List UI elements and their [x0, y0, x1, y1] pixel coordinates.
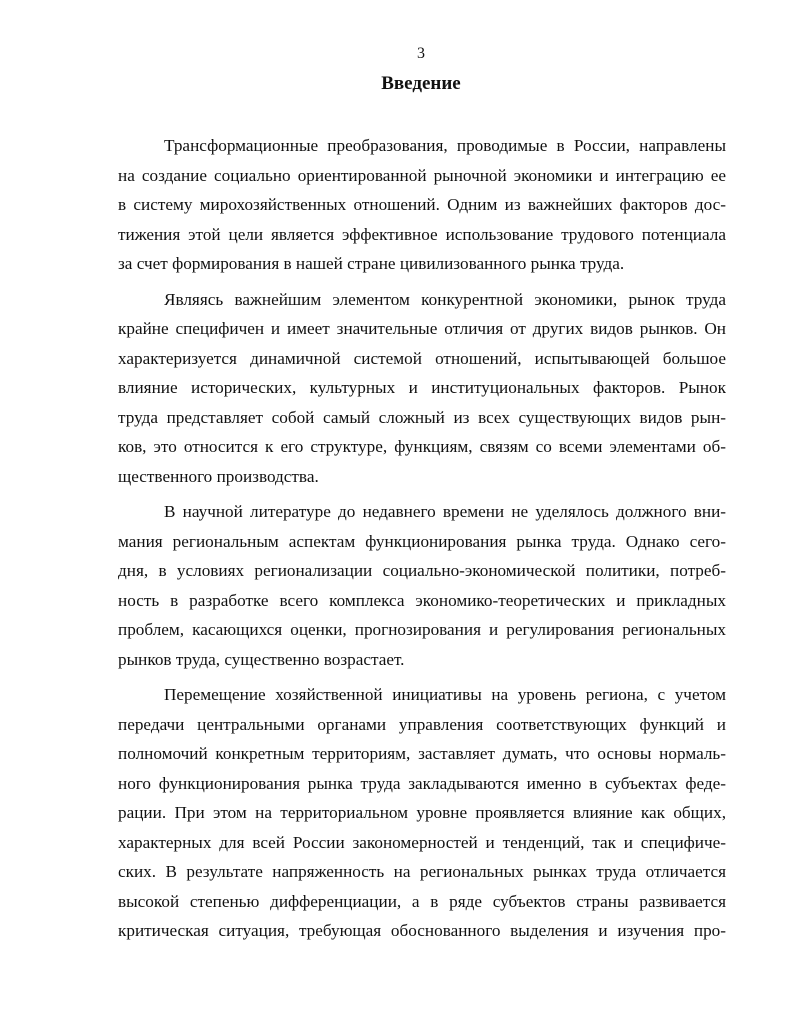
text-line: труда представляет собой самый сложный из всех существующих видов рын-	[118, 407, 726, 427]
text-line: полномочий конкретным территориям, заставляет думать, что основы нормаль-	[118, 744, 726, 763]
text-line: Перемещение хозяйственной инициативы на уровень региона, с учетом	[164, 685, 726, 704]
text-line: в систему мирохозяйственных отношений. Одним из важнейших факторов дос-	[118, 195, 726, 214]
text-line: ного функционирования рынка труда закладываются именно в субъектах феде-	[118, 773, 726, 793]
text-line: Являясь важнейшим элементом конкурентной экономики, рынок труда	[164, 289, 726, 309]
text-line: дня, в условиях регионализации социально-экономической политики, потреб-	[118, 561, 726, 580]
text-line: крайне специфичен и имеет значительные отличия от других видов рынков. Он	[118, 319, 726, 338]
text-line: ков, это относится к его структуре, функциям, связям со всеми элементами об-	[118, 437, 726, 456]
text-line: щественного производства.	[118, 466, 319, 486]
text-line: ность в разработке всего комплекса экономико-теоретических и прикладных	[118, 590, 726, 610]
text-line: рынков труда, существенно возрастает.	[118, 649, 405, 669]
paragraph-4	[118, 680, 726, 946]
paragraph-3	[118, 497, 726, 674]
text-line: рации. При этом на территориальном уровне проявляется влияние как общих,	[118, 803, 726, 822]
text-line: критическая ситуация, требующая обоснованного выделения и изучения про-	[118, 921, 726, 940]
text-line: тижения этой цели является эффективное использование трудового потенциала	[118, 224, 726, 244]
page-title: Введение	[381, 73, 461, 94]
page-number: 3	[417, 45, 425, 62]
paragraph-2	[118, 285, 726, 492]
text-line: передачи центральными органами управления соответствующих функций и	[118, 714, 726, 734]
text-line: высокой степенью дифференциации, а в ряде субъектов страны развивается	[118, 891, 726, 911]
paragraph-1	[118, 131, 726, 279]
text-line: влияние исторических, культурных и институциональных факторов. Рынок	[118, 378, 726, 397]
text-line: Трансформационные преобразования, проводимые в России, направлены	[164, 136, 726, 155]
text-line: В научной литературе до недавнего времени не уделялось должного вни-	[164, 502, 726, 521]
text-line: мания региональным аспектам функционирования рынка труда. Однако сего-	[118, 531, 726, 551]
body-text	[118, 131, 726, 952]
text-line: характерных для всей России закономерностей и тенденций, так и специфиче-	[118, 832, 726, 852]
text-line: характеризуется динамичной системой отношений, испытывающей большое	[118, 348, 726, 368]
text-line: на создание социально ориентированной рыночной экономики и интеграцию ее	[118, 165, 726, 185]
text-line: за счет формирования в нашей стране цивилизованного рынка труда.	[118, 254, 625, 273]
text-line: ских. В результате напряженность на региональных рынках труда отличается	[118, 862, 726, 881]
text-line: проблем, касающихся оценки, прогнозирования и регулирования региональных	[118, 620, 726, 639]
